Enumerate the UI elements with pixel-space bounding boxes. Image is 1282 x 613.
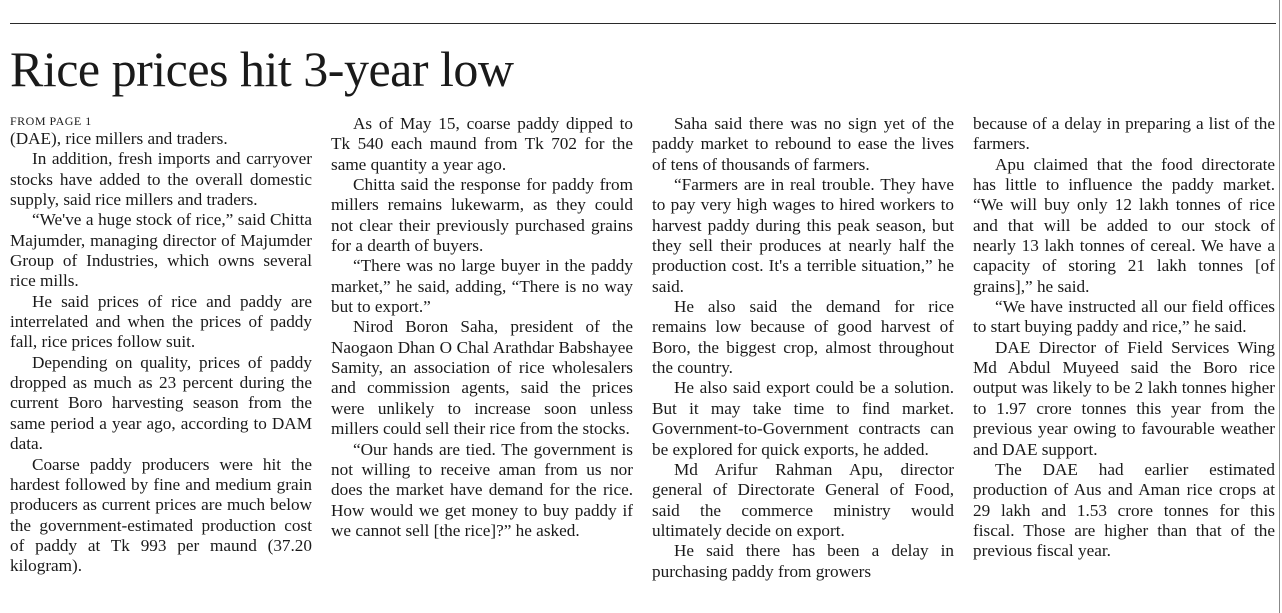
paragraph: He also said export could be a solution. But it may take time to find market. Government-to-Government contracts can be explored for quick exports, he added. bbox=[652, 378, 954, 459]
paragraph: The DAE had earlier estimated production of Aus and Aman rice crops at 29 lakh and 1.53 crore tonnes for this fiscal. Those are higher than that of the previous fiscal year. bbox=[973, 459, 1275, 561]
paragraph: (DAE), rice millers and traders. bbox=[10, 129, 228, 148]
article-column-3 bbox=[652, 114, 954, 608]
paragraph: “We have instructed all our field offices to start buying paddy and rice,” he said. bbox=[973, 297, 1275, 337]
paragraph: Chitta said the response for paddy from millers remains lukewarm, as they could not clear their previously purchased grains for a dearth of buyers. bbox=[331, 175, 633, 256]
article-headline: Rice prices hit 3-year low bbox=[10, 41, 514, 97]
paragraph: He said prices of rice and paddy are interrelated and when the prices of paddy fall, rice prices follow suit. bbox=[10, 291, 312, 352]
page-edge bbox=[1279, 0, 1280, 613]
article-column-2 bbox=[331, 114, 633, 608]
paragraph: DAE Director of Field Services Wing Md Abdul Muyeed said the Boro rice output was likely to be 2 lakh tonnes higher to 1.97 crore tonnes this year from the previous year owing to favourable weather and DAE support. bbox=[973, 337, 1275, 459]
paragraph: Apu claimed that the food directorate has little to influence the paddy market. “We will buy only 12 lakh tonnes of rice and that will be added to our stock of nearly 13 lakh tonnes of cereal. We have a capacity of storing 21 lakh tonnes [of grains],” he said. bbox=[973, 154, 1275, 296]
top-rule bbox=[10, 23, 1276, 24]
paragraph: because of a delay in preparing a list of the farmers. bbox=[973, 114, 1275, 154]
article-body bbox=[10, 114, 1278, 608]
paragraph: Coarse paddy producers were hit the hardest followed by fine and medium grain producers as current prices are much below the government-estimated production cost of paddy at Tk 993 per maund (37.20 kilogram). bbox=[10, 454, 312, 576]
paragraph: Depending on quality, prices of paddy dropped as much as 23 percent during the current Boro harvesting season from the same period a year ago, according to DAM data. bbox=[10, 352, 312, 454]
paragraph: Saha said there was no sign yet of the paddy market to rebound to ease the lives of tens of thousands of farmers. bbox=[652, 114, 954, 174]
paragraph: He said there has been a delay in purchasing paddy from growers bbox=[652, 541, 954, 581]
paragraph: In addition, fresh imports and carryover stocks have added to the overall domestic supply, said rice millers and traders. bbox=[10, 149, 312, 210]
paragraph: As of May 15, coarse paddy dipped to Tk 540 each maund from Tk 702 for the same quantity a year ago. bbox=[331, 114, 633, 174]
article-column-4 bbox=[973, 114, 1275, 608]
paragraph: He also said the demand for rice remains low because of good harvest of Boro, the biggest crop, almost throughout the country. bbox=[652, 297, 954, 378]
paragraph: Nirod Boron Saha, president of the Naogaon Dhan O Chal Arathdar Babshayee Samity, an association of rice wholesalers and commission agents, said the prices were unlikely to increase soon unless millers could sell their rice from the stocks. bbox=[331, 317, 633, 439]
paragraph: “Farmers are in real trouble. They have to pay very high wages to hired workers to harvest paddy during this peak season, but they sell their produces at nearly half the production cost. It's a terrible situation,” he said. bbox=[652, 175, 954, 296]
continuation-kicker: FROM PAGE 1 bbox=[10, 114, 92, 128]
paragraph: “There was no large buyer in the paddy market,” he said, adding, “There is no way but to export.” bbox=[331, 256, 633, 317]
paragraph: “We've a huge stock of rice,” said Chitta Majumder, managing director of Majumder Group of Industries, which owns several rice mills. bbox=[10, 210, 312, 291]
article-column-1 bbox=[10, 114, 312, 608]
paragraph: Md Arifur Rahman Apu, director general of Directorate General of Food, said the commerce ministry would ultimately decide on export. bbox=[652, 459, 954, 540]
paragraph: “Our hands are tied. The government is not willing to receive aman from us nor does the market have demand for the rice. How would we get money to buy paddy if we cannot sell [the rice]?” he asked. bbox=[331, 439, 633, 540]
